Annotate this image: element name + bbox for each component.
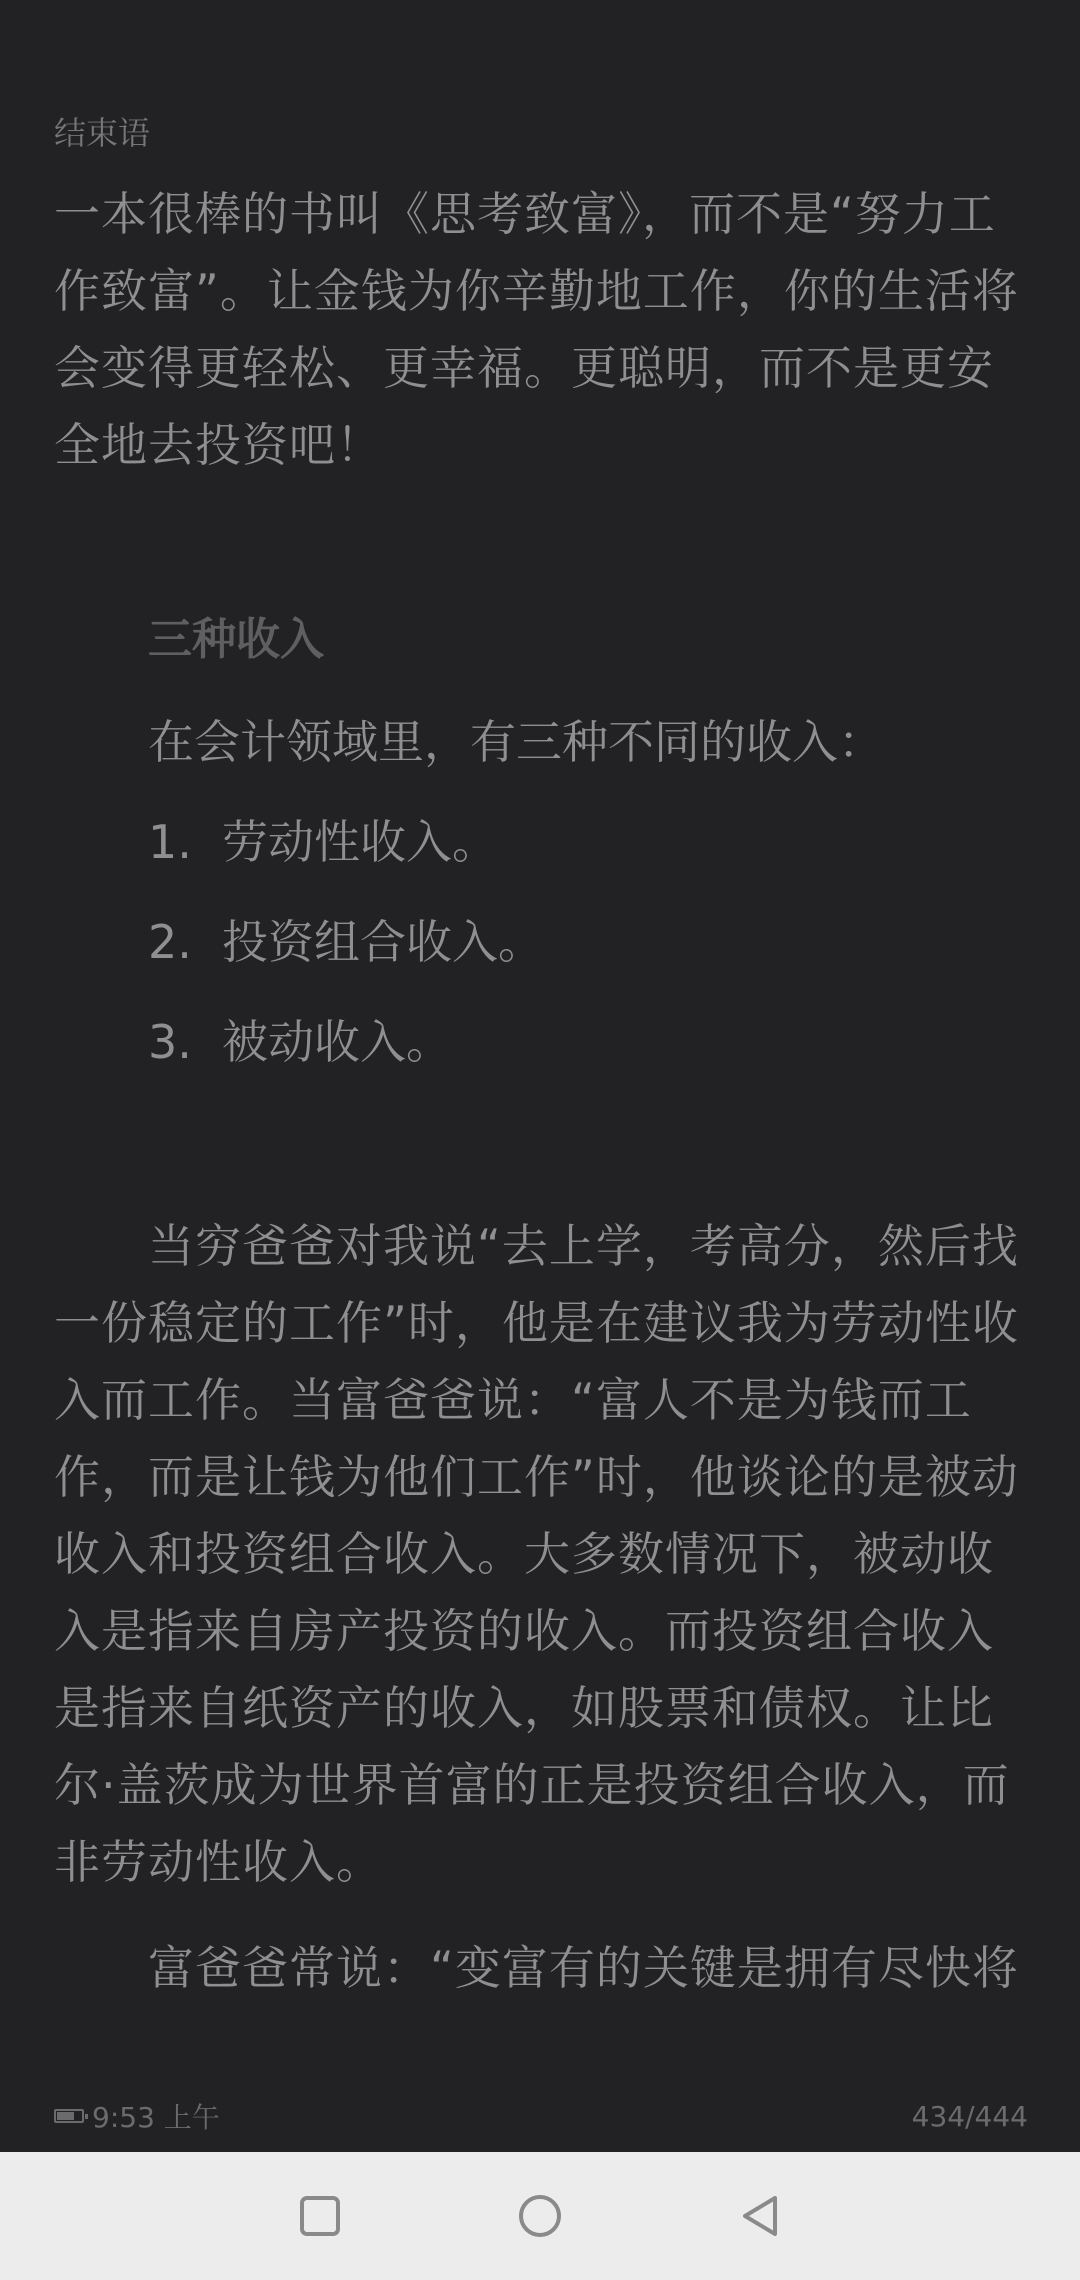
system-navigation-bar [0, 2152, 1080, 2280]
list-item-number: 1. [148, 815, 192, 869]
paragraph: 当穷爸爸对我说“去上学，考高分，然后找一份稳定的工作”时，他是在建议我为劳动性收入而工作。当富爸爸说：“富人不是为钱而工作，而是让钱为他们工作”时，他谈论的是被动收入和投资组合收入。大多数情况下，被动收入是指来自房产投资的收入。而投资组合收入是指来自纸资产的收入，如股票和债权。让比尔·盖茨成为世界首富的正是投资组合收入，而非劳动性收入。 [54, 1219, 1019, 1889]
paragraph: 富爸爸常说：“变富有的关键是拥有尽快将 [148, 1941, 1019, 1995]
square-recent-apps-icon [298, 2194, 342, 2238]
recent-apps-button[interactable] [285, 2181, 355, 2251]
list-item [148, 912, 544, 972]
section-title: 三种收入 [148, 614, 324, 665]
battery-icon [54, 2109, 84, 2123]
circle-home-icon [517, 2193, 563, 2239]
list-item-text: 被动收入。 [222, 1015, 452, 1069]
triangle-back-icon [737, 2193, 783, 2239]
home-button[interactable] [505, 2181, 575, 2251]
status-group [54, 2096, 220, 2136]
list-item [148, 812, 498, 872]
page-indicator: 434/444 [911, 2099, 1028, 2133]
reader-footer [54, 2096, 1028, 2136]
list-item-text: 投资组合收入。 [222, 915, 544, 969]
paragraph: 一本很棒的书叫《思考致富》，而不是“努力工作致富”。让金钱为你辛勤地工作，你的生活将会变得更轻松、更幸福。更聪明，而不是更安全地去投资吧！ [54, 187, 1019, 472]
chapter-header: 结束语 [54, 114, 151, 152]
time-label: 9:53 上午 [92, 2101, 220, 2134]
list-item-number: 3. [148, 1015, 192, 1069]
battery-fill [57, 2112, 74, 2120]
list-item [148, 1012, 452, 1072]
back-button[interactable] [725, 2181, 795, 2251]
list-item-number: 2. [148, 915, 192, 969]
list-item-text: 劳动性收入。 [222, 815, 498, 869]
section-intro: 在会计领域里，有三种不同的收入： [148, 715, 884, 769]
